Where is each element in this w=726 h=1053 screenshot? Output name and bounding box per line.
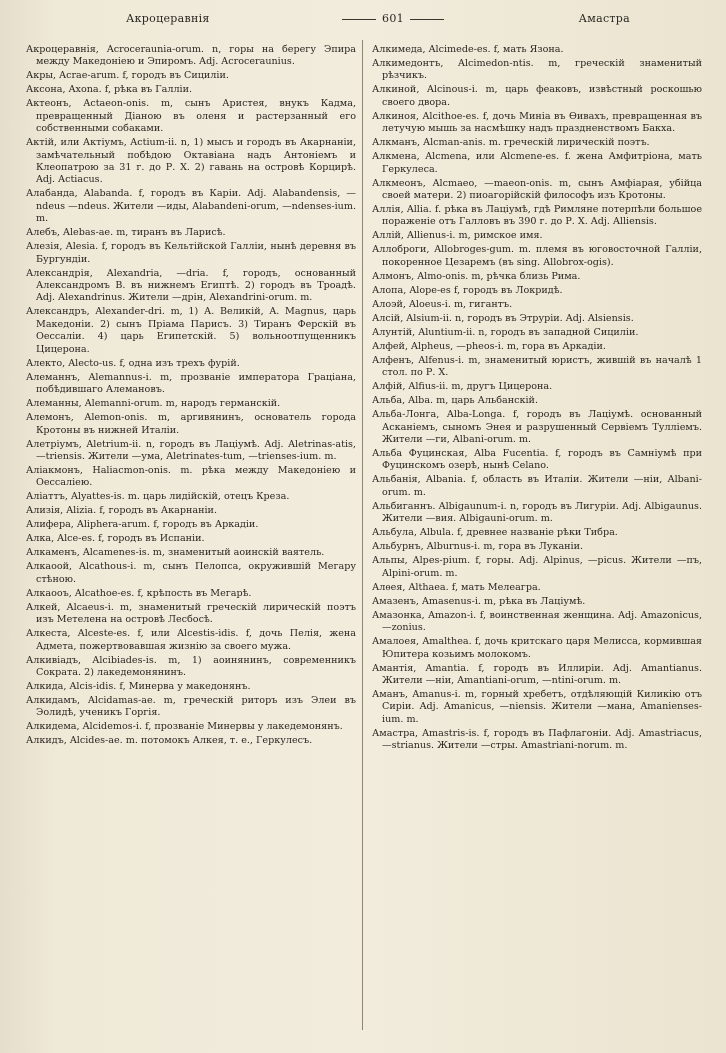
dictionary-entry: Алопа, Alope-es f, городъ въ Локридѣ. (372, 284, 563, 296)
dictionary-entry: Ализія, Alizia. f, городъ въ Акарнаніи. (26, 505, 217, 517)
dictionary-entry: Алезія, Alesia. f, городъ въ Кельтійской Галліи, нынѣ деревня въ Бургундіи. (26, 241, 356, 265)
dictionary-entry: Аліакмонъ, Haliacmon-onis. m. рѣка между Македоніею и Оессаліею. (26, 464, 356, 489)
dictionary-entry: Алмонъ, Almo-onis. m, рѣчка близь Рима. (372, 270, 581, 282)
dictionary-entry: Алкидамъ, Alcidamas-ae. m, греческій риторъ изъ Элеи въ Эолидѣ, ученикъ Горгія. (26, 694, 356, 719)
dictionary-entry: Алабанда, Alabanda. f, городъ въ Каріи. Adj. Alabandensis, —ndeus —ndeus. Жители —иды, Alabandeni-orum, —ndenses-ium. m. (26, 188, 356, 225)
dictionary-entry: Альбиганнъ. Albigaunum-i. n, городъ въ Лигуріи. Adj. Albigaunus. Жители —вия. Albigauni-orum. m. (372, 500, 702, 525)
dictionary-entry: Амантія, Amantia. f, городъ въ Иллиріи. Adj. Amantianus. Жители —ніи, Amantiani-orum, —ntini-orum. m. (372, 662, 702, 686)
left-column (26, 44, 356, 749)
dictionary-entry: Александрія, Alexandria, —dria. f, городъ, основанный Александромъ В. въ нижнемъ Египтѣ. 2) городъ въ Троадѣ. Adj. Alexandrinus. Жители —дрін, Alexandrini-orum. m. (26, 267, 356, 304)
dictionary-entry: Аллоброги, Allobroges-gum. m. племя въ юговосточной Галліи, покоренное Цезаремъ (въ sing. Allobrox-ogis). (372, 244, 702, 268)
dictionary-entry: Алунтій, Aluntium-ii. n, городъ въ западной Сициліи. (372, 326, 639, 338)
dictionary-entry: Алоэй, Aloeus-i. m, гигантъ. (372, 298, 513, 310)
header-rule-right (410, 19, 444, 20)
dictionary-entry: Алкей, Alcaeus-i. m, знаменитый греческій лирическій поэтъ изъ Метелена на островѣ Лесбосѣ. (26, 601, 356, 626)
dictionary-entry: Алкмеонъ, Alcmaeo, —maeon-onis. m, сынъ Амфіарая, убійца своей матери. 2) пиоагорійскій философъ изъ Кротоны. (372, 177, 702, 202)
dictionary-entry: Алетріумъ, Aletrium-ii. n, городъ въ Лаціумѣ. Adj. Aletrinas-atis, —triensis. Жители —ума, Aletrinates-tum, —trienses-ium. m. (26, 438, 356, 462)
dictionary-entry: Алкманъ, Alcman-anis. m. греческій лирическій поэтъ. (372, 137, 650, 149)
page-number-value: 601 (382, 12, 404, 25)
dictionary-entry: Алсій, Alsium-ii. n, городъ въ Этруріи. Adj. Alsiensis. (372, 312, 634, 324)
dictionary-entry: Алемонъ, Alemon-onis. m, аргивянинъ, основатель города Кротоны въ нижней Италіи. (26, 412, 356, 436)
dictionary-entry: Альбанія, Albania. f, область въ Италіи. Жители —ніи, Albani-orum. m. (372, 474, 702, 498)
column-divider (362, 40, 363, 1030)
dictionary-entry: Акроцеравнія, Acroceraunia-orum. n, горы на берегу Эпира между Македоніею и Эпиромъ. Adj. Acroceraunius. (26, 44, 356, 68)
dictionary-entry: Альба-Лонга, Alba-Longa. f, городъ въ Лаціумѣ. основанный Асканіемъ, сыномъ Энея и разрушенный Сервіемъ Тулліемъ. Жители —ги, Albani-orum. m. (372, 409, 702, 446)
dictionary-entry: Аліаттъ, Alyattes-is. m. царь лидійскій, отецъ Креза. (26, 491, 290, 503)
dictionary-entry: Аманъ, Amanus-i. m, горный хребетъ, отдѣляющій Киликію отъ Сиріи. Adj. Amanicus, —niensis. Жители —мана, Amanienses-ium. m. (372, 688, 702, 725)
dictionary-entry: Александръ, Alexander-dri. m, 1) А. Великій, A. Magnus, царь Македоніи. 2) сынъ Пріама Парисъ. 3) Тиранъ Ферскій въ Оессаліи. 4) царь Египетскій. 5) вольноотпущенникъ Цицерона. (26, 306, 356, 355)
dictionary-entry: Алкаоой, Alcathous-i. m, сынъ Пелопса, окружившій Мегару стѣною. (26, 561, 356, 585)
dictionary-entry: Амазонка, Amazon-i. f, воинственная женщина. Adj. Amazonicus, —zonius. (372, 609, 702, 634)
dictionary-entry: Алкидема, Alcidemos-i. f, прозваніе Минервы у лакедемонянъ. (26, 721, 343, 733)
dictionary-entry: Алкида, Alcis-idis. f, Минерва у македонянъ. (26, 680, 251, 692)
dictionary-entry: Алкеста, Alceste-es. f, или Alcestis-idis. f, дочь Пелія, жена Адмета, пожертвовавшая жизнію за своего мужа. (26, 628, 356, 652)
dictionary-entry: Актій, или Актіумъ, Actium-ii. n, 1) мысъ и городъ въ Акарнаніи, замѣчательный побѣдою Октавіана надъ Антоніемъ и Клеопатрою за 31 г. до Р. X. 2) гавань на островѣ Корцирѣ. Adj. Actiacus. (26, 137, 356, 186)
dictionary-entry: Алеманнъ, Alemannus-i. m, прозваніе императора Граціана, побѣдившаго Алемановъ. (26, 371, 356, 396)
dictionary-entry: Алкаменъ, Alcamenes-is. m, знаменитый аоинскій ваятель. (26, 547, 325, 559)
header-right-catchword: Амастра (578, 12, 630, 25)
header-rule-left (342, 19, 376, 20)
dictionary-entry: Алкидъ, Alcides-ae. m. потомокъ Алкея, т. е., Геркулесъ. (26, 735, 313, 747)
page-header (28, 12, 698, 34)
dictionary-entry: Алфій, Alfius-ii. m, другъ Цицерона. (372, 381, 553, 393)
dictionary-entry: Алебъ, Alebas-ae. m, тиранъ въ Ларисѣ. (26, 227, 226, 239)
dictionary-entry: Алкиноя, Alcithoe-es. f, дочь Миніа въ Ѳивахъ, превращенная въ летучую мышь за насмѣшку надъ праздненствомъ Бакха. (372, 110, 702, 135)
dictionary-entry: Аллій, Allienus-i. m, римское имя. (372, 230, 543, 242)
dictionary-entry: Актеонъ, Actaeon-onis. m, сынъ Аристея, внукъ Кадма, превращенный Діаною въ оленя и растерзанный его собственными собаками. (26, 98, 356, 135)
dictionary-entry: Алкимедонтъ, Alcimedon-ntis. m, греческій знаменитый рѣзчикъ. (372, 58, 702, 82)
dictionary-entry: Алкимеда, Alcimede-es. f, мать Язона. (372, 44, 564, 55)
dictionary-entry: Альбула, Albula. f, древнее названіе рѣки Тибра. (372, 527, 618, 539)
header-left-catchword: Акроцеравнія (126, 12, 210, 25)
dictionary-entry: Алкмена, Alcmena, или Alcmene-es. f. жена Амфитріона, мать Геркулеса. (372, 151, 702, 175)
dictionary-entry: Аксона, Axona. f, рѣка въ Галліи. (26, 84, 193, 96)
dictionary-entry: Алфей, Alpheus, —pheos-i. m, гора въ Аркадіи. (372, 340, 606, 352)
right-column (372, 44, 702, 754)
page-number (333, 12, 453, 25)
dictionary-entry: Амазенъ, Amasenus-i. m, рѣка въ Лаціумѣ. (372, 595, 586, 607)
dictionary-entry: Алка, Alce-es. f, городъ въ Испаніи. (26, 533, 205, 545)
dictionary-entry: Алкивіадъ, Alcibiades-is. m, 1) аоинянинъ, современникъ Сократа. 2) лакедемонянинъ. (26, 654, 356, 678)
dictionary-entry: Аллія, Allia. f. рѣка въ Лаціумѣ, гдѣ Римляне потерпѣли большое пораженіе отъ Галловъ въ 390 г. до Р. X. Adj. Alliensis. (372, 204, 702, 228)
dictionary-entry: Алифера, Aliphera-arum. f, городъ въ Аркадіи. (26, 519, 259, 531)
dictionary-entry: Алкиной, Alcinous-i. m, царь феаковъ, извѣстный роскошью своего двора. (372, 84, 702, 108)
dictionary-entry: Алеманны, Alemanni-orum. m, народъ германскій. (26, 398, 281, 410)
dictionary-entry: Акры, Acrae-arum. f, городъ въ Сициліи. (26, 70, 229, 82)
dictionary-entry: Амалоея, Amalthea. f, дочь критскаго царя Мелисса, кормившая Юпитера козьимъ молокомъ. (372, 636, 702, 660)
dictionary-entry: Альба, Alba. m, царь Альбанскій. (372, 395, 538, 407)
dictionary-entry: Альпы, Alpes-pium. f, горы. Adj. Alpinus, —picus. Жители —пъ, Alpini-orum. m. (372, 555, 702, 579)
dictionary-entry: Алкаооъ, Alcathoe-es. f, крѣпость въ Мегарѣ. (26, 587, 252, 599)
dictionary-entry: Алѳея, Althaea. f, мать Мелеагра. (372, 581, 541, 593)
dictionary-entry: Альбурнъ, Alburnus-i. m, гора въ Луканіи. (372, 541, 584, 553)
dictionary-entry: Амастра, Amastris-is. f, городъ въ Пафлагоніи. Adj. Amastriacus, —strianus. Жители —стры. Amastriani-norum. m. (372, 727, 702, 752)
dictionary-entry: Альба Фуцинская, Alba Fucentia. f, городъ въ Самніумѣ при Фуцинскомъ озерѣ, нынѣ Celano. (372, 448, 702, 472)
dictionary-entry: Алфенъ, Alfenus-i. m, знаменитый юристъ, жившій въ началѣ 1 стол. по Р. X. (372, 354, 702, 379)
dictionary-entry: Алекто, Alecto-us. f, одна изъ трехъ фурій. (26, 357, 240, 369)
